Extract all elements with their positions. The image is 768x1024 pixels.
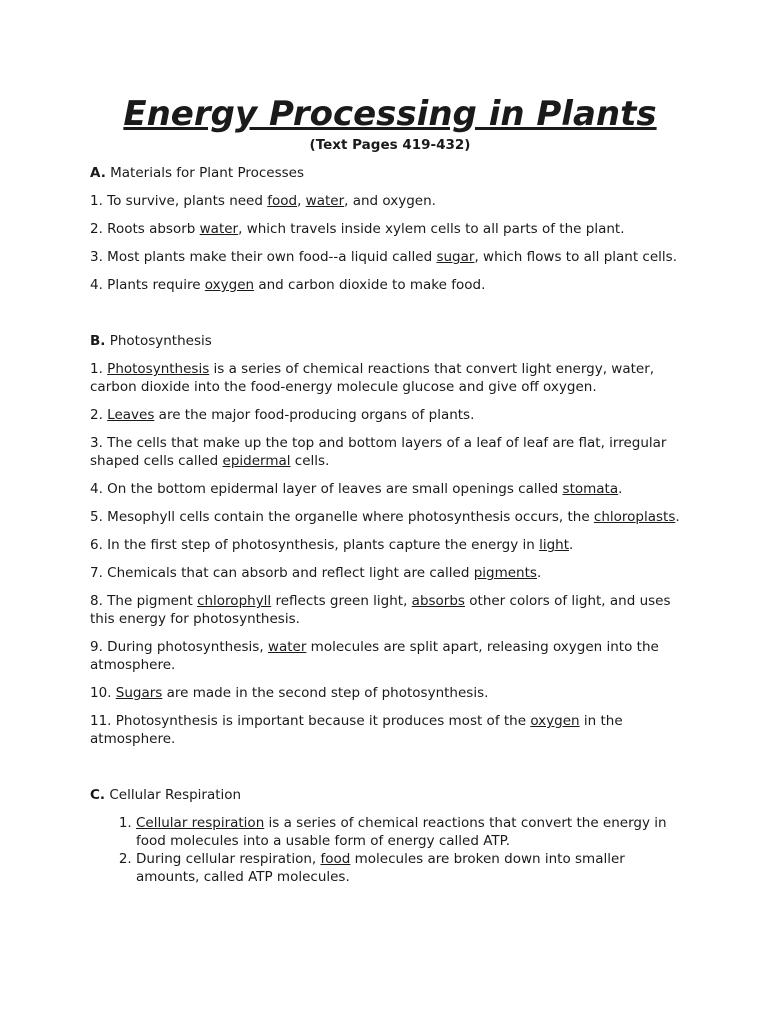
respiration-list (90, 814, 690, 886)
section-a-title: Materials for Plant Processes (110, 165, 305, 181)
section-b-item-5: 5. Mesophyll cells contain the organelle where photosynthesis occurs, the chloroplasts. (90, 509, 680, 525)
answer-blank: food (320, 851, 351, 867)
section-spacer (90, 304, 690, 332)
list-item: 1. Cellular respiration is a series of chemical reactions that convert the energy in food molecules into a usable form of energy called ATP. (136, 814, 690, 850)
section-b-title: Photosynthesis (109, 333, 212, 349)
section-b-item-4: 4. On the bottom epidermal layer of leaves are small openings called stomata. (90, 481, 623, 497)
answer-blank: water (305, 193, 345, 209)
section-b-item-10: 10. Sugars are made in the second step of photosynthesis. (90, 685, 489, 701)
section-a-item-3: 3. Most plants make their own food--a liquid called sugar, which flows to all plant cells. (90, 249, 677, 265)
answer-blank: stomata (562, 481, 619, 497)
document-page (90, 92, 690, 886)
answer-blank: water (267, 639, 307, 655)
section-c-title: Cellular Respiration (109, 787, 242, 803)
answer-blank: oxygen (204, 277, 255, 293)
section-b-item-7: 7. Chemicals that can absorb and reflect light are called pigments. (90, 565, 542, 581)
section-b-heading (90, 332, 690, 350)
answer-blank: Leaves (107, 407, 155, 423)
section-a-item-2: 2. Roots absorb water, which travels inside xylem cells to all parts of the plant. (90, 221, 625, 237)
answer-blank: oxygen (530, 713, 580, 729)
section-b-item-6: 6. In the first step of photosynthesis, plants capture the energy in light. (90, 537, 574, 553)
answer-blank: Photosynthesis (107, 361, 210, 377)
section-a-item-1: 1. To survive, plants need food, water, and oxygen. (90, 193, 436, 209)
list-item: 2. During cellular respiration, food molecules are broken down into smaller amounts, called ATP molecules. (136, 850, 690, 886)
section-b-item-8: 8. The pigment chlorophyll reflects green light, absorbs other colors of light, and uses this energy for photosynthesis. (90, 593, 671, 627)
section-a-heading (90, 164, 690, 182)
page-subtitle: (Text Pages 419-432) (309, 137, 471, 153)
answer-blank: pigments (473, 565, 537, 581)
answer-blank: light (539, 537, 570, 553)
section-b-item-9: 9. During photosynthesis, water molecules are split apart, releasing oxygen into the atmosphere. (90, 639, 659, 673)
answer-blank: food (267, 193, 298, 209)
section-b-item-1: 1. Photosynthesis is a series of chemical reactions that convert light energy, water, carbon dioxide into the food-energy molecule glucose and give off oxygen. (90, 361, 655, 395)
answer-blank: Sugars (115, 685, 163, 701)
answer-blank: chloroplasts (593, 509, 676, 525)
section-c-heading (90, 786, 690, 804)
section-b-letter: B. (90, 333, 106, 349)
section-b-item-2: 2. Leaves are the major food-producing organs of plants. (90, 407, 475, 423)
section-b-item-11: 11. Photosynthesis is important because it produces most of the oxygen in the atmosphere. (90, 713, 623, 747)
section-a-item-4: 4. Plants require oxygen and carbon dioxide to make food. (90, 277, 486, 293)
section-a-letter: A. (90, 165, 106, 181)
answer-blank: absorbs (411, 593, 465, 609)
answer-blank: epidermal (222, 453, 291, 469)
section-spacer (90, 758, 690, 786)
answer-blank: Cellular respiration (136, 815, 265, 831)
answer-blank: sugar (436, 249, 475, 265)
answer-blank: water (199, 221, 239, 237)
section-c-letter: C. (90, 787, 106, 803)
page-title: Energy Processing in Plants (123, 94, 657, 134)
section-b-item-3: 3. The cells that make up the top and bottom layers of a leaf of leaf are flat, irregular shaped cells called epidermal cells. (90, 435, 667, 469)
answer-blank: chlorophyll (197, 593, 272, 609)
